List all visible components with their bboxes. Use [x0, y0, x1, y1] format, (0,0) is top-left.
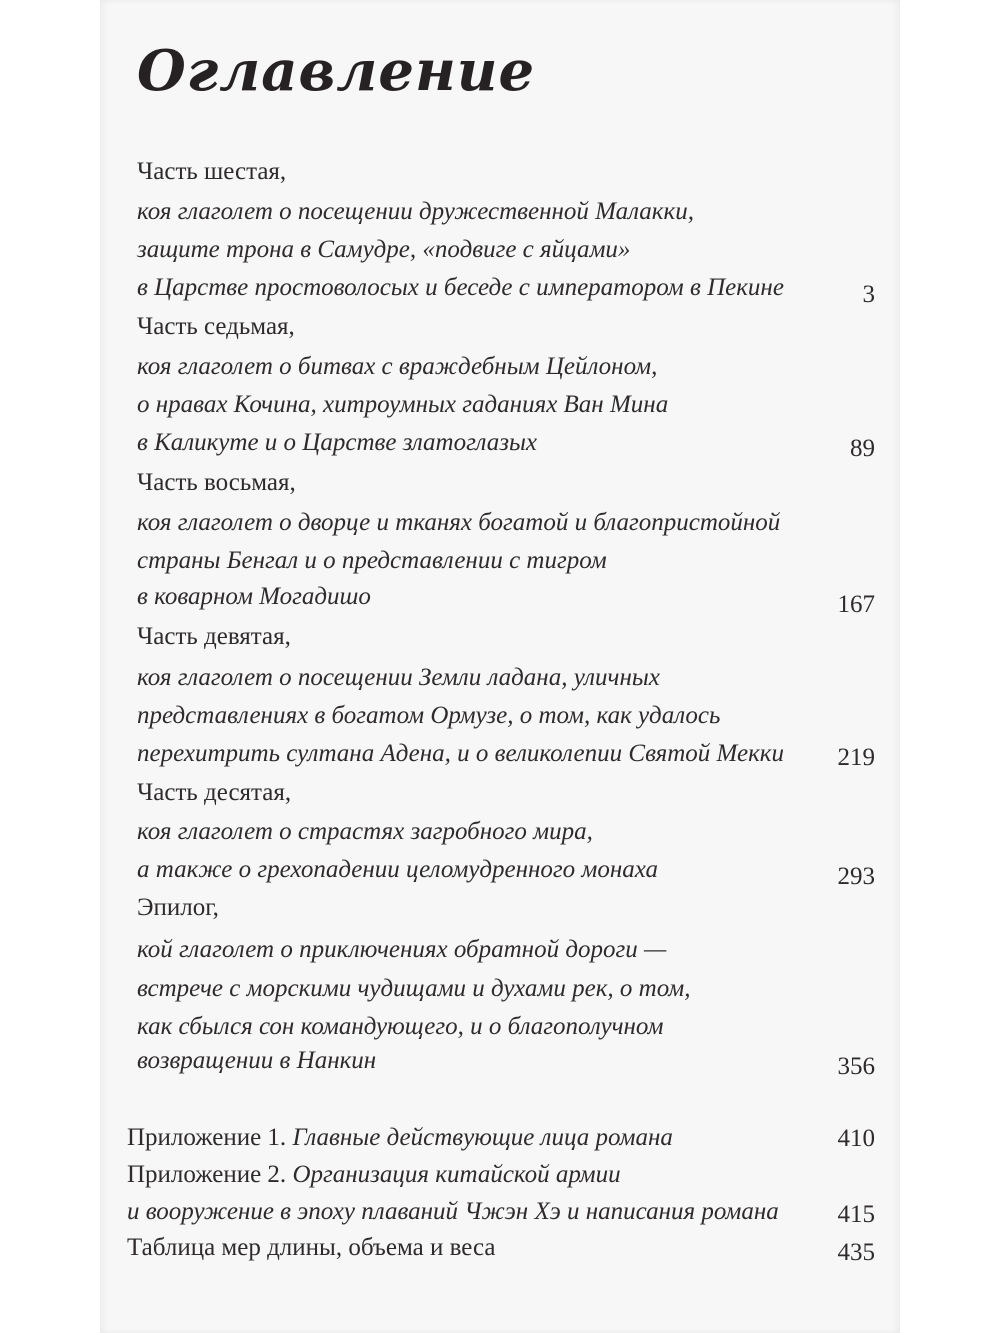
part-8-line-1: коя глаголет о дворце и тканях богатой и благопристойной [137, 509, 781, 536]
part-9-page-number: 219 [837, 744, 875, 771]
part-10-line-2: а также о грехопадении целомудренного монаха [137, 856, 659, 883]
part-10-line-1: коя глаголет о страстях загробного мира, [137, 818, 593, 845]
part-7-line-3: в Каликуте и о Царстве златоглазых [137, 429, 537, 456]
measures-table-entry: Таблица мер длины, объема и веса [127, 1234, 496, 1261]
part-8-line-2: страны Бенгал и о представлении с тигром [137, 547, 607, 574]
appendix-2-title-line-1: Организация китайской армии [292, 1161, 621, 1188]
part-6-line-1: коя глаголет о посещении дружественной Малакки, [137, 198, 694, 225]
appendix-2-page-number: 415 [837, 1201, 875, 1228]
part-6-line-2: защите трона в Самудре, «подвиге с яйцами» [137, 236, 631, 263]
part-8-line-3: в коварном Могадишо [137, 583, 371, 610]
epilogue-line-2: встрече с морскими чудищами и духами рек, о том, [137, 975, 691, 1002]
part-9-line-1: коя глаголет о посещении Земли ладана, уличных [137, 664, 660, 691]
appendix-1-title: Главные действующие лица романа [292, 1124, 673, 1151]
part-10-page-number: 293 [837, 863, 875, 890]
part-6-line-3: в Царстве простоволосых и беседе с императором в Пекине [137, 274, 784, 301]
epilogue-page-number: 356 [837, 1053, 875, 1080]
part-7-line-1: коя глаголет о битвах с враждебным Цейлоном, [137, 353, 658, 380]
part-9-line-2: представлениях в богатом Ормузе, о том, как удалось [137, 702, 721, 729]
part-10-heading: Часть десятая, [137, 779, 292, 806]
epilogue-heading: Эпилог, [137, 894, 219, 921]
epilogue-line-4: возвращении в Нанкин [137, 1047, 377, 1074]
appendix-2-entry [127, 1160, 621, 1190]
part-7-page-number: 89 [850, 435, 875, 462]
epilogue-line-1: кой глаголет о приключениях обратной дороги — [137, 936, 667, 963]
appendix-2-title-line-2: и вооружение в эпоху плаваний Чжэн Хэ и написания романа [127, 1198, 779, 1225]
epilogue-line-3: как сбылся сон командующего, и о благополучном [137, 1013, 664, 1040]
part-6-heading: Часть шестая, [137, 158, 287, 185]
part-9-heading: Часть девятая, [137, 623, 291, 650]
part-7-line-2: о нравах Кочина, хитроумных гаданиях Ван Мина [137, 391, 669, 418]
part-8-heading: Часть восьмая, [137, 469, 296, 496]
measures-table-page-number: 435 [837, 1239, 875, 1266]
part-7-heading: Часть седьмая, [137, 313, 295, 340]
appendix-1-entry [127, 1123, 673, 1153]
page-title: Оглавление [137, 38, 536, 104]
appendix-1-page-number: 410 [837, 1125, 875, 1152]
appendix-2-label: Приложение 2. [127, 1161, 287, 1188]
appendix-1-label: Приложение 1. [127, 1124, 287, 1151]
part-8-page-number: 167 [837, 591, 875, 618]
part-9-line-3: перехитрить султана Адена, и о великолепии Святой Мекки [137, 740, 784, 767]
part-6-page-number: 3 [862, 281, 875, 308]
